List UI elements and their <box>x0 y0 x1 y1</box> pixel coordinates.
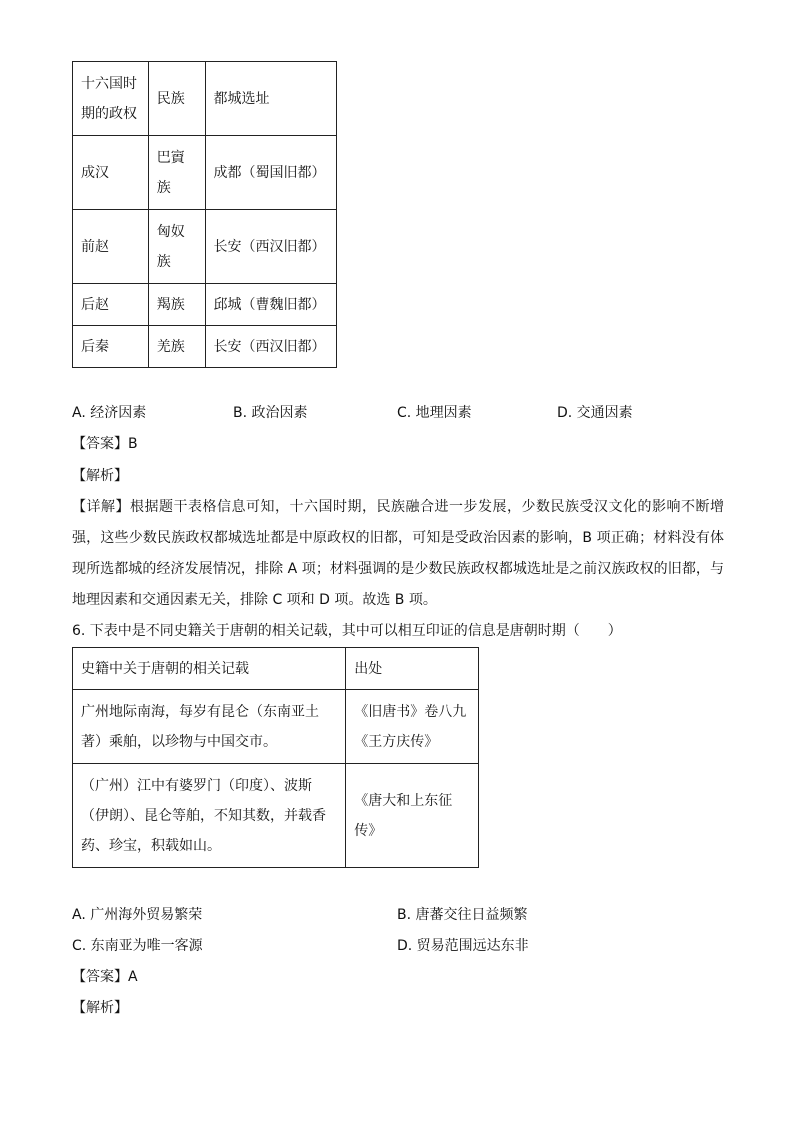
table-row <box>73 136 337 210</box>
answer-label: 【答案】B <box>72 436 138 452</box>
table-cell: 巴賨族 <box>148 136 205 210</box>
table-header-row <box>73 62 337 136</box>
table-row <box>73 210 337 284</box>
table-cell: （广州）江中有婆罗门（印度）、波斯（伊朗）、昆仑等舶，不知其数，并载香药、珍宝，积载如山。 <box>73 764 346 868</box>
table-header-cell: 出处 <box>346 648 479 690</box>
table-cell: 《唐大和上东征传》 <box>346 764 479 868</box>
option-a: A. 广州海外贸易繁荣 <box>72 907 203 923</box>
option-a: A. 经济因素 <box>72 405 147 421</box>
records-table <box>72 647 479 868</box>
table-header-row <box>73 648 479 690</box>
table-cell: 长安（西汉旧都） <box>205 210 336 284</box>
table-cell: 《旧唐书》卷八九《王方庆传》 <box>346 690 479 764</box>
table-header-cell: 都城选址 <box>205 62 336 136</box>
table-cell: 成都（蜀国旧都） <box>205 136 336 210</box>
table-cell: 广州地际南海，每岁有昆仑（东南亚土著）乘舶，以珍物与中国交市。 <box>73 690 346 764</box>
table-cell: 前赵 <box>73 210 149 284</box>
table-header-cell: 史籍中关于唐朝的相关记载 <box>73 648 346 690</box>
table-cell: 羌族 <box>148 326 205 368</box>
option-b: B. 唐蕃交往日益频繁 <box>397 907 528 923</box>
option-b: B. 政治因素 <box>233 405 308 421</box>
table-cell: 长安（西汉旧都） <box>205 326 336 368</box>
table-cell: 成汉 <box>73 136 149 210</box>
table-row <box>73 284 337 326</box>
option-c: C. 地理因素 <box>397 405 472 421</box>
analysis-label: 【解析】 <box>72 1000 128 1016</box>
table-cell: 后秦 <box>73 326 149 368</box>
table-cell: 后赵 <box>73 284 149 326</box>
answer-label: 【答案】A <box>72 969 138 985</box>
table-header-cell: 十六国时期的政权 <box>73 62 149 136</box>
question-6: 6. 下表中是不同史籍关于唐朝的相关记载，其中可以相互印证的信息是唐朝时期（ ） <box>72 623 622 639</box>
table-row <box>73 326 337 368</box>
table-cell: 邱城（曹魏旧都） <box>205 284 336 326</box>
table-cell: 羯族 <box>148 284 205 326</box>
table-row <box>73 764 479 868</box>
table-cell: 匈奴族 <box>148 210 205 284</box>
option-d: D. 贸易范围远达东非 <box>397 938 529 954</box>
regimes-table <box>72 61 337 368</box>
detail-paragraph: 【详解】根据题干表格信息可知，十六国时期，民族融合进一步发展，少数民族受汉文化的影响不断增强，这些少数民族政权都城选址都是中原政权的旧都，可知是受政治因素的影响，B 项正确；材料没有体现所选都城的经济发展情况，排除 A 项；材料强调的是少数民族政权都城选址是之前汉族政权的旧都，与地理因素和交通因素无关，排除 C 项和 D 项。故选 B 项。 <box>72 499 724 608</box>
analysis-label: 【解析】 <box>72 468 128 484</box>
option-d: D. 交通因素 <box>557 405 633 421</box>
option-c: C. 东南亚为唯一客源 <box>72 938 203 954</box>
table-header-cell: 民族 <box>148 62 205 136</box>
table-row <box>73 690 479 764</box>
